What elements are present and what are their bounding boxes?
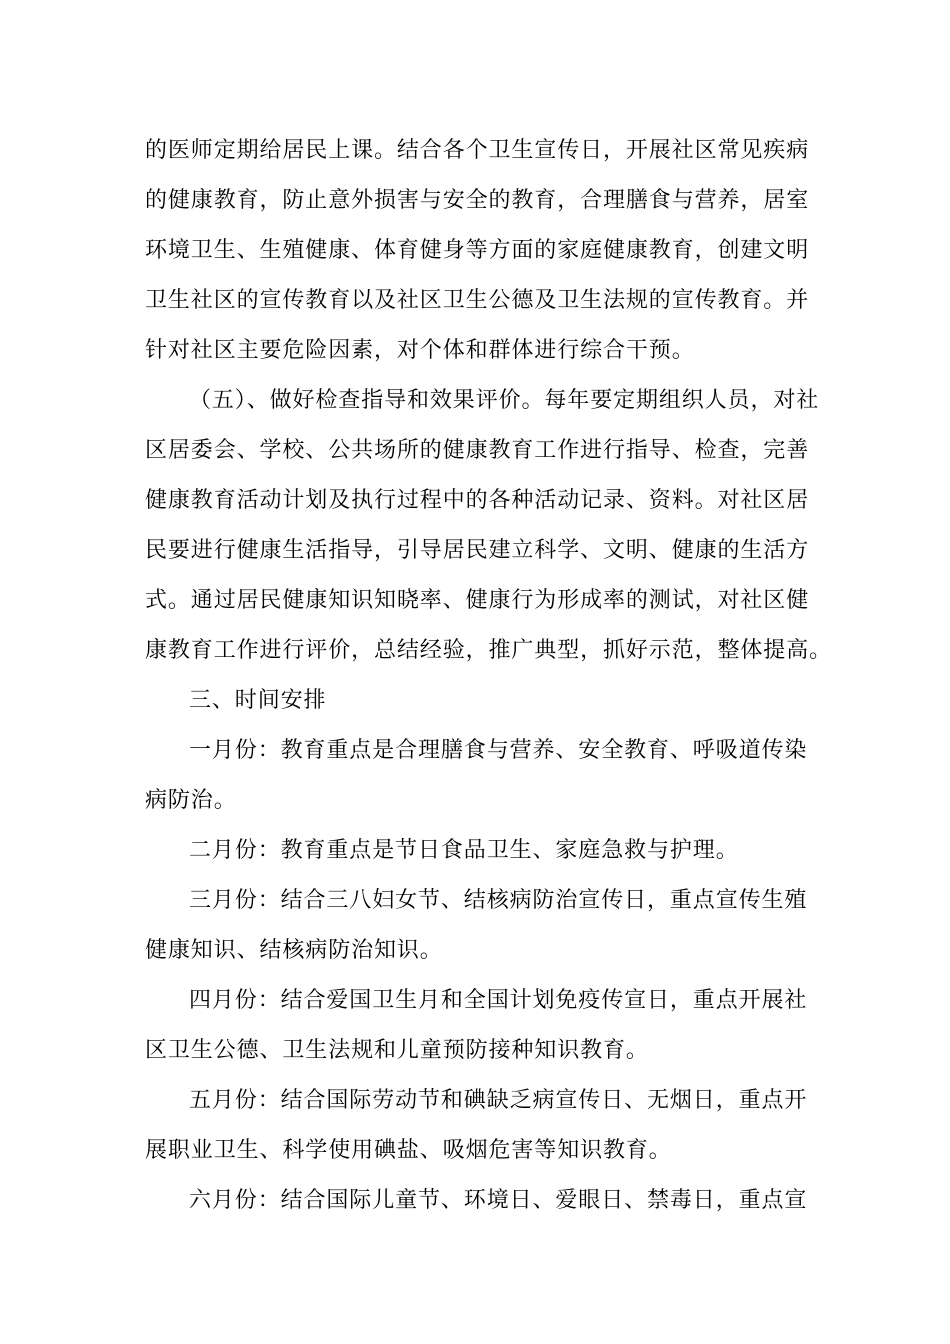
text-line: 展职业卫生、科学使用碘盐、吸烟危害等知识教育。 bbox=[145, 1138, 672, 1163]
text-line: 二月份：教育重点是节日食品卫生、家庭急救与护理。 bbox=[189, 838, 739, 863]
text-line: 三月份：结合三八妇女节、结核病防治宣传日，重点宣传生殖 bbox=[189, 888, 808, 913]
text-line: 病防治。 bbox=[145, 788, 237, 813]
text-line: 民要进行健康生活指导，引导居民建立科学、文明、健康的生活方 bbox=[145, 538, 810, 563]
text-line: 五月份：结合国际劳动节和碘缺乏病宣传日、无烟日，重点开 bbox=[189, 1088, 808, 1113]
text-line: 的健康教育，防止意外损害与安全的教育，合理膳食与营养，居室 bbox=[145, 188, 810, 213]
text-line: 健康教育活动计划及执行过程中的各种活动记录、资料。对社区居 bbox=[145, 488, 810, 513]
text-line: 针对社区主要危险因素，对个体和群体进行综合干预。 bbox=[145, 338, 695, 363]
text-line: 一月份：教育重点是合理膳食与营养、安全教育、呼吸道传染 bbox=[189, 738, 808, 763]
text-line: 式。通过居民健康知识知晓率、健康行为形成率的测试，对社区健 bbox=[145, 588, 810, 613]
text-line: 的医师定期给居民上课。结合各个卫生宣传日，开展社区常见疾病 bbox=[145, 138, 810, 163]
text-line: 卫生社区的宣传教育以及社区卫生公德及卫生法规的宣传教育。并 bbox=[145, 288, 810, 313]
text-line: 环境卫生、生殖健康、体育健身等方面的家庭健康教育，创建文明 bbox=[145, 238, 810, 263]
text-line: 健康知识、结核病防治知识。 bbox=[145, 938, 443, 963]
text-line: 区居委会、学校、公共场所的健康教育工作进行指导、检查，完善 bbox=[145, 438, 810, 463]
text-line: 康教育工作进行评价，总结经验，推广典型，抓好示范，整体提高。 bbox=[145, 638, 833, 663]
text-line: 区卫生公德、卫生法规和儿童预防接种知识教育。 bbox=[145, 1038, 649, 1063]
section-heading: 三、时间安排 bbox=[189, 688, 327, 713]
text-line: （五）、做好检查指导和效果评价。每年要定期组织人员，对社 bbox=[189, 388, 820, 413]
text-line: 四月份：结合爱国卫生月和全国计划免疫传宣日，重点开展社 bbox=[189, 988, 808, 1013]
text-line: 六月份：结合国际儿童节、环境日、爱眼日、禁毒日，重点宣 bbox=[189, 1188, 808, 1213]
